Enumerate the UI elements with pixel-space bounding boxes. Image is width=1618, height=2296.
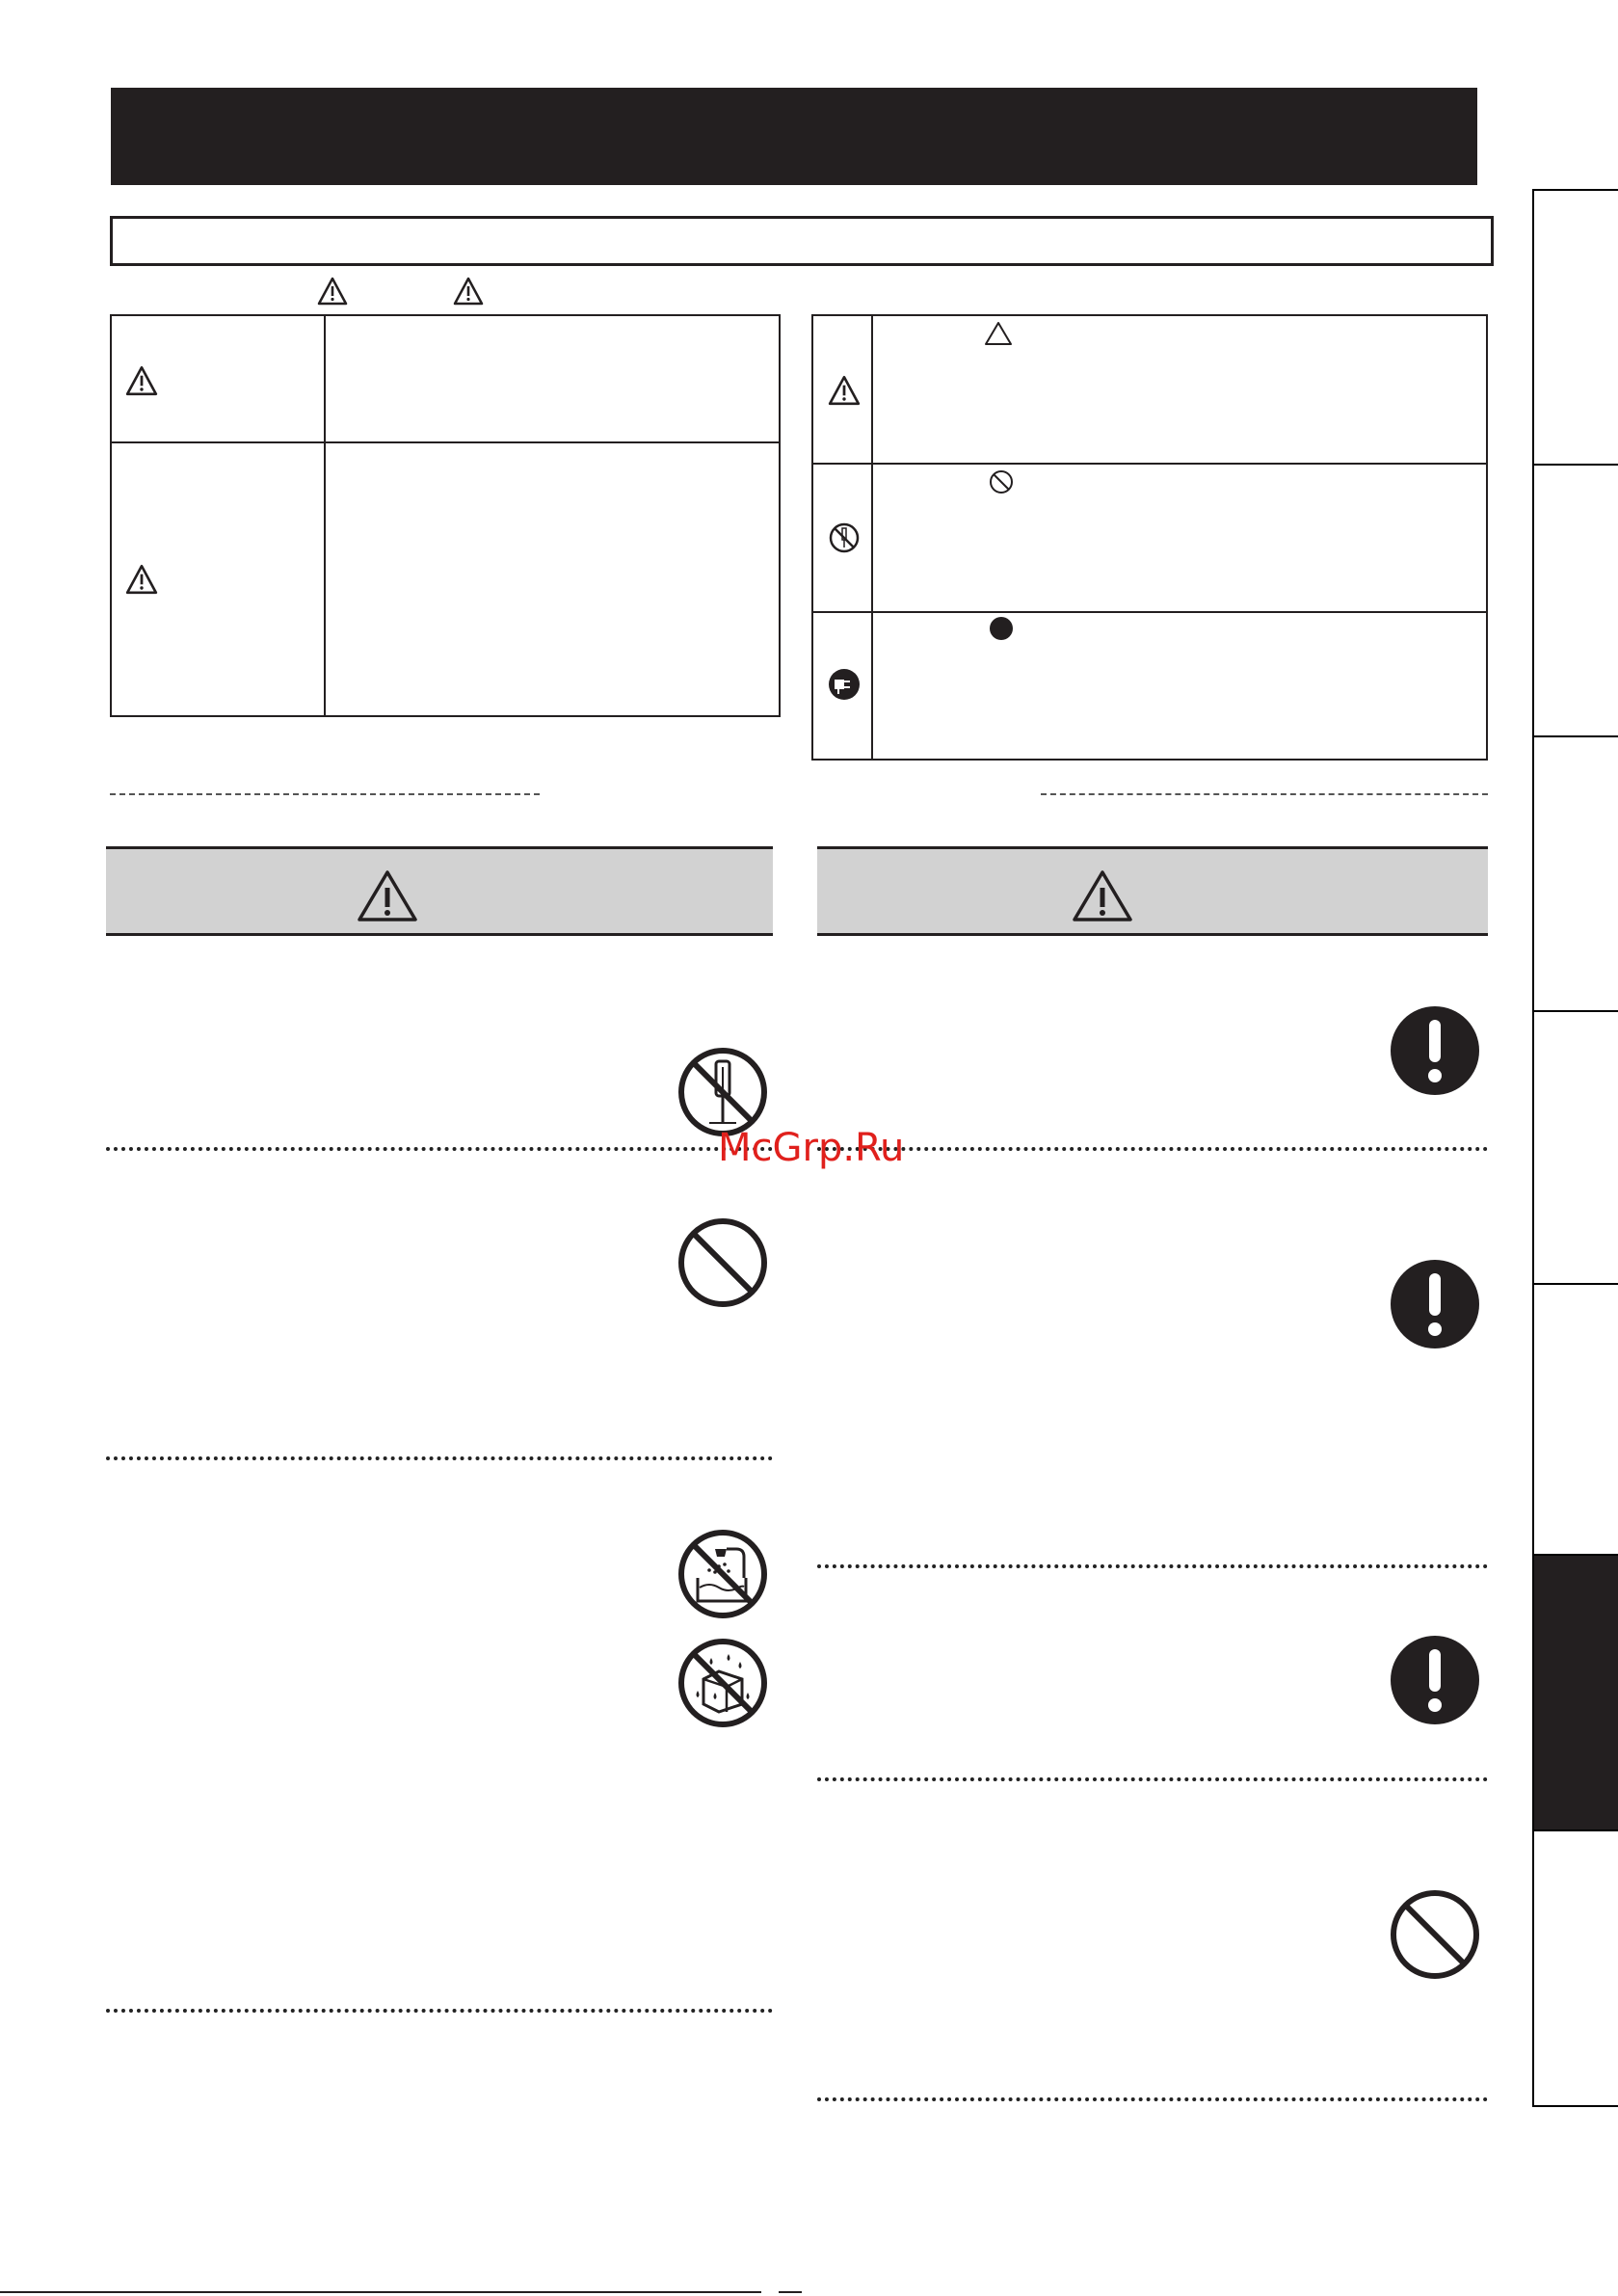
dotted-separator — [817, 1564, 1488, 1568]
warning-band — [106, 846, 773, 936]
warning-icon — [1071, 868, 1134, 922]
dotted-separator — [106, 1456, 773, 1460]
side-tab-active[interactable] — [1532, 1554, 1618, 1831]
warning-icon — [316, 276, 349, 307]
table-row-divider — [112, 441, 779, 443]
side-tab[interactable] — [1532, 1010, 1618, 1285]
warning-icon — [356, 868, 419, 922]
table-row-divider — [813, 463, 1486, 465]
prohibition-icon — [676, 1216, 769, 1309]
mandatory-action-icon — [1389, 1258, 1481, 1350]
filled-circle-icon — [988, 615, 1015, 642]
dotted-separator — [106, 2009, 773, 2013]
side-tab[interactable] — [1532, 1283, 1618, 1556]
warning-icon — [827, 374, 862, 407]
dotted-separator — [106, 1147, 773, 1151]
prohibited-disassembly-icon — [828, 521, 861, 554]
watermark: McGrp.Ru — [718, 1126, 905, 1170]
footer-rule — [779, 2291, 802, 2293]
symbol-table — [811, 314, 1488, 761]
table-column-divider — [871, 316, 873, 759]
side-tab[interactable] — [1532, 189, 1618, 466]
dotted-separator — [817, 2097, 1488, 2101]
severity-table — [110, 314, 781, 717]
dotted-separator — [817, 1777, 1488, 1781]
table-column-divider — [324, 316, 326, 715]
title-bar — [111, 88, 1477, 185]
footer-rule — [0, 2291, 761, 2293]
unplug-icon — [827, 667, 862, 702]
warning-band — [817, 846, 1488, 936]
side-tab[interactable] — [1532, 1829, 1618, 2107]
no-disassembly-icon — [676, 1046, 769, 1138]
dashed-separator — [110, 793, 540, 795]
side-tab[interactable] — [1532, 735, 1618, 1012]
warning-icon — [124, 364, 159, 397]
prohibition-icon — [1389, 1888, 1481, 1981]
side-tab[interactable] — [1532, 464, 1618, 737]
table-row-divider — [813, 611, 1486, 613]
no-bathroom-icon — [676, 1528, 769, 1620]
no-wet-icon — [676, 1637, 769, 1729]
subtitle-box — [110, 216, 1494, 266]
triangle-icon — [984, 321, 1013, 346]
mandatory-action-icon — [1389, 1004, 1481, 1097]
dashed-separator — [1041, 793, 1488, 795]
dotted-separator — [817, 1147, 1488, 1151]
prohibition-circle-icon — [988, 468, 1015, 495]
warning-icon — [124, 563, 159, 596]
mandatory-action-icon — [1389, 1634, 1481, 1726]
warning-icon — [452, 276, 485, 307]
